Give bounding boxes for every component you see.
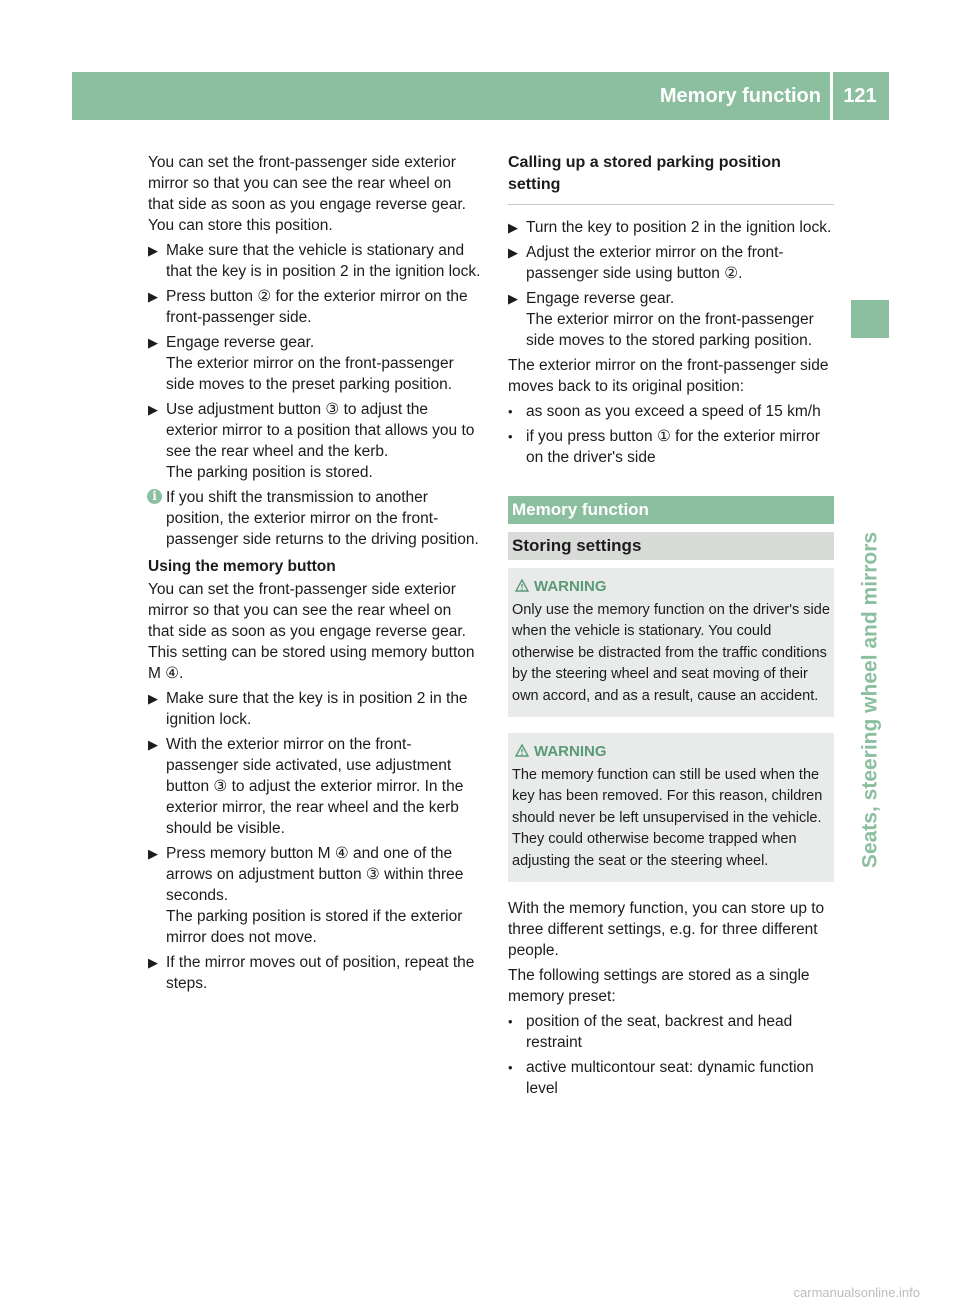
arrow-icon: ▶: [148, 955, 158, 970]
step-item: [508, 242, 834, 284]
warning-title: [512, 576, 830, 598]
page-number: 121: [843, 85, 877, 107]
info-note: [148, 487, 481, 550]
step-text: Adjust the exterior mirror on the front-passenger side using button ②.: [526, 244, 784, 282]
warning-text: Only use the memory function on the driver's side when the vehicle is stationary. You could otherwise be distracted from the traffic conditions by the steering wheel and seat moving of their own accord, and as a result, cause an accident.: [512, 601, 830, 704]
arrow-icon: ▶: [508, 291, 518, 306]
bullet-icon: •: [508, 429, 513, 444]
step-item: [508, 288, 834, 351]
step-text: Turn the key to position 2 in the ignition lock.: [526, 219, 832, 236]
arrow-icon: ▶: [148, 335, 158, 350]
arrow-icon: ▶: [508, 245, 518, 260]
list-item: [508, 1057, 834, 1099]
intro-paragraph: You can set the front-passenger side exterior mirror so that you can see the rear wheel on that side as soon as you engage reverse gear. You can store this position.: [148, 154, 466, 234]
section-tab-marker: [851, 300, 889, 338]
step-item: [148, 399, 481, 483]
arrow-icon: ▶: [148, 402, 158, 417]
subsection-heading: Using the memory button: [148, 558, 336, 575]
list-item: [508, 1011, 834, 1053]
arrow-icon: ▶: [148, 846, 158, 861]
settings-paragraph: The following settings are stored as a single memory preset:: [508, 967, 810, 1005]
step-text: Engage reverse gear. The exterior mirror on the front-passenger side moves to the stored parking position.: [526, 290, 814, 349]
step-item: [148, 734, 481, 839]
warning-triangle-icon: [515, 744, 529, 757]
header-divider: [830, 72, 833, 120]
memory-intro-paragraph: You can set the front-passenger side exterior mirror so that you can see the rear wheel on that side as soon as you engage reverse gear. This setting can be stored using memory button M ④.: [148, 581, 475, 682]
step-text: Engage reverse gear. The exterior mirror on the front-passenger side moves to the preset parking position.: [166, 334, 454, 393]
step-text: Make sure that the vehicle is stationary and that the key is in position 2 in the ignition lock.: [166, 242, 481, 280]
warning-title: [512, 741, 830, 763]
step-item: [508, 217, 834, 238]
step-item: [148, 286, 481, 328]
right-column: [508, 152, 834, 1103]
step-text: With the exterior mirror on the front-passenger side activated, use adjustment button ③ to adjust the exterior mirror. In the exterior mirror, the rear wheel and the kerb should be visible.: [166, 736, 464, 837]
bullet-text: if you press button ① for the exterior mirror on the driver's side: [526, 428, 820, 466]
step-item: [148, 688, 481, 730]
step-item: [148, 843, 481, 948]
header-bar: [72, 72, 889, 120]
section-side-label: Seats, steering wheel and mirrors: [858, 531, 882, 869]
bullet-text: as soon as you exceed a speed of 15 km/h: [526, 403, 821, 420]
result-paragraph: The exterior mirror on the front-passenger side moves back to its original position:: [508, 357, 829, 395]
bullet-text: active multicontour seat: dynamic function level: [526, 1059, 814, 1097]
step-item: [148, 332, 481, 395]
bullet-icon: •: [508, 1014, 513, 1029]
info-icon: i: [147, 489, 162, 504]
warning-box: [508, 568, 834, 717]
arrow-icon: ▶: [148, 737, 158, 752]
left-column: [148, 152, 481, 998]
step-text: Press memory button M ④ and one of the arrows on adjustment button ③ within three seconds. The parking position is stored if the exterior mirror does not move.: [166, 845, 464, 946]
list-item: [508, 426, 834, 468]
list-item: [508, 401, 834, 422]
bullet-text: position of the seat, backrest and head restraint: [526, 1013, 793, 1051]
arrow-icon: ▶: [508, 220, 518, 235]
note-text: If you shift the transmission to another position, the exterior mirror on the front-passenger side returns to the driving position.: [166, 489, 479, 548]
step-item: [148, 240, 481, 282]
warning-triangle-icon: [515, 579, 529, 592]
step-text: Make sure that the key is in position 2 in the ignition lock.: [166, 690, 468, 728]
step-text: Use adjustment button ③ to adjust the exterior mirror to a position that allows you to see the rear wheel and the kerb. The parking position is stored.: [166, 401, 475, 481]
arrow-icon: ▶: [148, 289, 158, 304]
section-heading: Calling up a stored parking position setting: [508, 152, 834, 205]
storing-settings-bar: Storing settings: [508, 532, 834, 560]
warning-box: [508, 733, 834, 882]
arrow-icon: ▶: [148, 691, 158, 706]
warning-label: WARNING: [534, 578, 607, 595]
memory-paragraph: With the memory function, you can store up to three different settings, e.g. for three different people.: [508, 900, 825, 959]
page-title: Memory function: [659, 85, 821, 107]
step-text: Press button ② for the exterior mirror on the front-passenger side.: [166, 288, 468, 326]
warning-text: The memory function can still be used when the key has been removed. For this reason, children should never be left unsupervised in the vehicle. They could otherwise become trapped when adjusting the seat or the steering wheel.: [512, 766, 823, 869]
memory-function-bar: Memory function: [508, 496, 834, 524]
step-text: If the mirror moves out of position, repeat the steps.: [166, 954, 475, 992]
warning-label: WARNING: [534, 743, 607, 760]
step-item: [148, 952, 481, 994]
bullet-icon: •: [508, 1060, 513, 1075]
bullet-icon: •: [508, 404, 513, 419]
watermark: carmanualsonline.info: [793, 1285, 920, 1300]
arrow-icon: ▶: [148, 243, 158, 258]
